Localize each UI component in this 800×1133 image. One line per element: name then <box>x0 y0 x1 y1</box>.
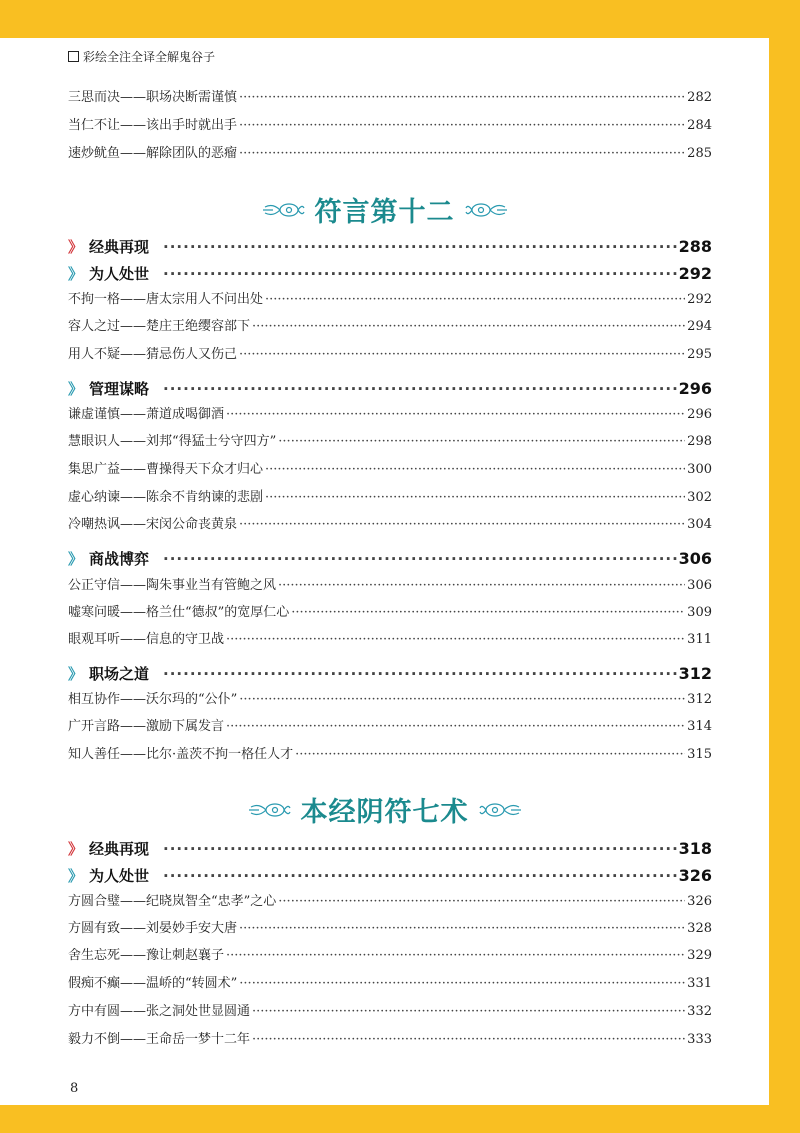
toc-entry[interactable]: 毅力不倒——王命岳一梦十二年 ····· 333 <box>68 1030 712 1050</box>
toc-entry[interactable]: 方圆合璧——纪晓岚智全“忠孝”之心 ····· 326 <box>68 892 712 912</box>
page-number: 8 <box>70 1081 79 1096</box>
toc-entry[interactable]: 当仁不让——该出手时就出手 ····· 284 <box>68 116 712 136</box>
section-marker-icon: 》 <box>68 665 84 683</box>
toc-section[interactable]: 》 为人处世 ····· 292 <box>68 264 712 284</box>
running-header <box>68 48 215 65</box>
toc-entry[interactable]: 冷嘲热讽——宋闵公命丧黄泉 ····· 304 <box>68 515 712 535</box>
section-marker-icon: 》 <box>68 265 84 283</box>
toc-section[interactable]: 》 为人处世 ····· 326 <box>68 866 712 886</box>
section-marker-icon: 》 <box>68 550 84 568</box>
chapter-heading <box>0 190 769 229</box>
toc-section[interactable]: 》 管理谋略 ····· 296 <box>68 379 712 399</box>
ornament-right-icon <box>465 199 509 221</box>
toc-entry[interactable]: 眼观耳听——信息的守卫战 ····· 311 <box>68 630 712 650</box>
section-marker-icon: 》 <box>68 380 84 398</box>
section-marker-icon: 》 <box>68 867 84 885</box>
ornament-left-icon <box>247 799 291 821</box>
section-marker-icon: 》 <box>68 238 84 256</box>
header-square-icon <box>68 51 79 62</box>
toc-section[interactable]: 》 商战博弈 ····· 306 <box>68 549 712 569</box>
header-title: 彩绘全注全译全解鬼谷子 <box>83 50 216 64</box>
toc-entry[interactable]: 公正守信——陶朱事业当有管鲍之风 ····· 306 <box>68 576 712 596</box>
toc-entry[interactable]: 方中有圆——张之洞处世显圆通 ····· 332 <box>68 1002 712 1022</box>
toc-entry[interactable]: 嘘寒问暖——格兰仕“德叔”的宽厚仁心 ····· 309 <box>68 603 712 623</box>
toc-entry[interactable]: 相互协作——沃尔玛的“公仆” ····· 312 <box>68 690 712 710</box>
toc-entry[interactable]: 三思而决——职场决断需谨慎 ····· 282 <box>68 88 712 108</box>
chapter-heading <box>0 790 769 829</box>
ornament-right-icon <box>479 799 523 821</box>
toc-entry[interactable]: 假痴不癫——温峤的“转圆术” ····· 331 <box>68 974 712 994</box>
toc-entry[interactable]: 舍生忘死——豫让刺赵襄子 ····· 329 <box>68 946 712 966</box>
toc-entry[interactable]: 谦虚谨慎——萧道成喝御酒 ····· 296 <box>68 405 712 425</box>
toc-section[interactable]: 》 经典再现 ····· 288 <box>68 237 712 257</box>
toc-entry[interactable]: 用人不疑——猜忌伤人又伤己 ····· 295 <box>68 345 712 365</box>
toc-entry[interactable]: 集思广益——曹操得天下众才归心 ····· 300 <box>68 460 712 480</box>
toc-entry[interactable]: 速炒鱿鱼——解除团队的恶瘤 ····· 285 <box>68 144 712 164</box>
toc-section[interactable]: 》 经典再现 ····· 318 <box>68 839 712 859</box>
toc-entry[interactable]: 广开言路——激励下属发言 ····· 314 <box>68 717 712 737</box>
chapter-title: 本经阴符七术 <box>300 797 469 828</box>
chapter-title: 符言第十二 <box>314 197 455 228</box>
toc-entry[interactable]: 虚心纳谏——陈余不肯纳谏的悲剧 ····· 302 <box>68 488 712 508</box>
toc-entry[interactable]: 慧眼识人——刘邦“得猛士兮守四方” ····· 298 <box>68 432 712 452</box>
toc-section[interactable]: 》 职场之道 ····· 312 <box>68 664 712 684</box>
toc-entry[interactable]: 方圆有致——刘晏妙手安大唐 ····· 328 <box>68 919 712 939</box>
toc-entry[interactable]: 知人善任——比尔·盖茨不拘一格任人才 ····· 315 <box>68 745 712 765</box>
toc-entry[interactable]: 容人之过——楚庄王绝缨容部下 ····· 294 <box>68 317 712 337</box>
section-marker-icon: 》 <box>68 840 84 858</box>
toc-entry[interactable]: 不拘一格——唐太宗用人不问出处 ····· 292 <box>68 290 712 310</box>
ornament-left-icon <box>261 199 305 221</box>
